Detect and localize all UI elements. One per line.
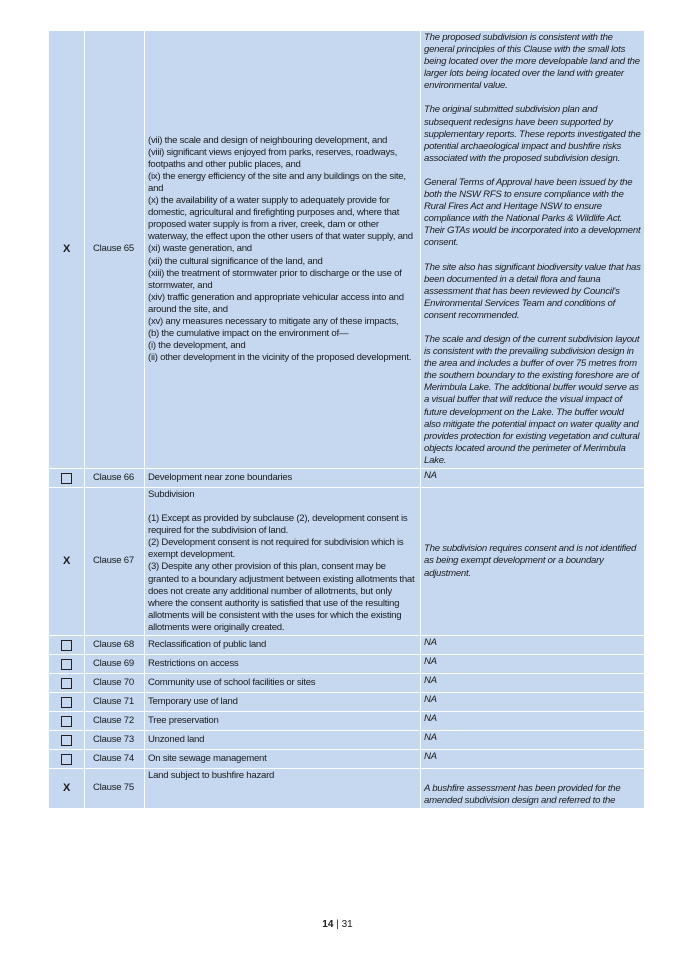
response-paragraph: General Terms of Approval have been issued by the both the NSW RFS to ensure compliance with the Rural Fires Act and Heritage NSW to ensure compliance with the National Parks & Wildlife Act. Their GTAs would be incorporated into a development consent. <box>424 176 641 249</box>
clause-number: Clause 75 <box>85 769 145 809</box>
page-footer <box>0 919 675 930</box>
table-row <box>49 731 645 750</box>
table-row <box>49 769 645 809</box>
clause-number: Clause 66 <box>85 469 145 488</box>
page-number: 14 <box>322 919 334 930</box>
table-row <box>49 469 645 488</box>
table-row <box>49 674 645 693</box>
clause-description: Reclassification of public land <box>145 636 421 655</box>
assessment-response: A bushfire assessment has been provided for the amended subdivision design and referred to the <box>421 769 645 809</box>
assessment-response: NA <box>421 636 645 655</box>
description-line: (2) Development consent is not required for subdivision which is exempt development. <box>148 537 404 561</box>
compliance-table <box>48 30 645 809</box>
clause-description: On site sewage management <box>145 750 421 769</box>
description-line: (i) the development, and <box>148 340 246 352</box>
clause-description: Temporary use of land <box>145 693 421 712</box>
clause-description: Tree preservation <box>145 712 421 731</box>
clause-number: Clause 65 <box>85 31 145 469</box>
applies-mark: X <box>49 31 85 469</box>
checkbox-cell <box>49 731 85 750</box>
description-line: (xiv) traffic generation and appropriate vehicular access into and around the site, and <box>148 291 404 315</box>
clause-number: Clause 73 <box>85 731 145 750</box>
clause-number: Clause 74 <box>85 750 145 769</box>
response-paragraph: The original submitted subdivision plan and subsequent redesigns have been supported by supplementary reports. These reports investigated the potential archaeological impact and bushfire risks associated with the proposed subdivision design. <box>424 104 641 164</box>
description-line: (xv) any measures necessary to mitigate any of these impacts, <box>148 316 399 328</box>
clause-number: Clause 70 <box>85 674 145 693</box>
description-line: (3) Despite any other provision of this plan, consent may be granted to a boundary adjustment between existing allotments that does not create any additional number of allotments, but only where the consent authority is satisfied that use of the resulting allotments will be consistent with the uses for which the existing allotments were originally created. <box>148 561 415 633</box>
assessment-response: NA <box>421 731 645 750</box>
description-line: (1) Except as provided by subclause (2), development consent is required for the subdivision of land. <box>148 513 408 537</box>
assessment-response: NA <box>421 750 645 769</box>
checkbox-cell <box>49 636 85 655</box>
table-row <box>49 655 645 674</box>
description-line: (viii) significant views enjoyed from parks, reserves, roadways, footpaths and other public places, and <box>148 146 397 170</box>
clause-description <box>145 31 421 469</box>
checkbox-cell <box>49 469 85 488</box>
checkbox[interactable] <box>61 678 72 689</box>
checkbox-cell <box>49 693 85 712</box>
checkbox-cell <box>49 712 85 731</box>
description-line: (vii) the scale and design of neighbouring development, and <box>148 134 388 146</box>
description-line: (ix) the energy efficiency of the site and any buildings on the site, and <box>148 170 406 194</box>
table-row <box>49 636 645 655</box>
clause-description: Unzoned land <box>145 731 421 750</box>
clause-number: Clause 69 <box>85 655 145 674</box>
response-paragraph: The scale and design of the current subdivision layout is consistent with the prevailing subdivision design in the area and includes a buffer of over 75 metres from the southern boundary to the existing foreshore are of Merimbula Lake. The additional buffer would serve as a visual buffer that will reduce the visual impact of future development on the Lake. The buffer would also mitigate the potential impact on water quality and provides protection for existing vegetation and cultural objects located around the perimeter of Merimbula Lake. <box>424 333 640 466</box>
table-row <box>49 712 645 731</box>
checkbox[interactable] <box>61 716 72 727</box>
clause-number: Clause 72 <box>85 712 145 731</box>
assessment-response: NA <box>421 693 645 712</box>
description-line: (ii) other development in the vicinity of the proposed development. <box>148 352 412 364</box>
checkbox-cell <box>49 750 85 769</box>
checkbox[interactable] <box>61 640 72 651</box>
description-line: (x) the availability of a water supply to adequately provide for domestic, agricultural and firefighting purposes and, where that proposed water supply is from a river, creek, dam or other waterway, the effect upon the other users of that water supply, and <box>148 195 413 243</box>
clause-description: Restrictions on access <box>145 655 421 674</box>
table-row <box>49 488 645 636</box>
page-total: 31 <box>341 919 353 930</box>
clause-description <box>145 488 421 636</box>
checkbox[interactable] <box>61 754 72 765</box>
clause-description: Development near zone boundaries <box>145 469 421 488</box>
applies-mark: X <box>49 769 85 809</box>
description-line: (b) the cumulative impact on the environment of— <box>148 328 349 340</box>
response-paragraph: The site also has significant biodiversity value that has been documented in a detail flora and fauna assessment that has been reviewed by Council's Environmental Services Team and conditions of consent recommended. <box>424 261 641 321</box>
description-line: (xi) waste generation, and <box>148 243 252 255</box>
assessment-response: NA <box>421 655 645 674</box>
checkbox[interactable] <box>61 473 72 484</box>
applies-mark: X <box>49 488 85 636</box>
page-separator: | <box>336 919 339 930</box>
assessment-response: NA <box>421 674 645 693</box>
clause-number: Clause 67 <box>85 488 145 636</box>
checkbox[interactable] <box>61 659 72 670</box>
checkbox[interactable] <box>61 735 72 746</box>
response-paragraph: The proposed subdivision is consistent with the general principles of this Clause with the small lots being located over the more developable land and the larger lots being located over the land with greater environmental value. <box>424 32 640 92</box>
assessment-response: NA <box>421 712 645 731</box>
table-row <box>49 693 645 712</box>
description-line: (xii) the cultural significance of the land, and <box>148 255 323 267</box>
table-row <box>49 31 645 469</box>
clause-description: Community use of school facilities or sites <box>145 674 421 693</box>
assessment-response: NA <box>421 469 645 488</box>
assessment-response <box>421 31 645 469</box>
clause-description: Land subject to bushfire hazard <box>145 769 421 809</box>
checkbox[interactable] <box>61 697 72 708</box>
checkbox-cell <box>49 655 85 674</box>
checkbox-cell <box>49 674 85 693</box>
table-row <box>49 750 645 769</box>
description-heading: Subdivision <box>148 489 195 500</box>
description-line: (xiii) the treatment of stormwater prior to discharge or the use of stormwater, and <box>148 267 402 291</box>
clause-number: Clause 71 <box>85 693 145 712</box>
clause-number: Clause 68 <box>85 636 145 655</box>
assessment-response: The subdivision requires consent and is not identified as being exempt development or a boundary adjustment. <box>421 488 645 636</box>
